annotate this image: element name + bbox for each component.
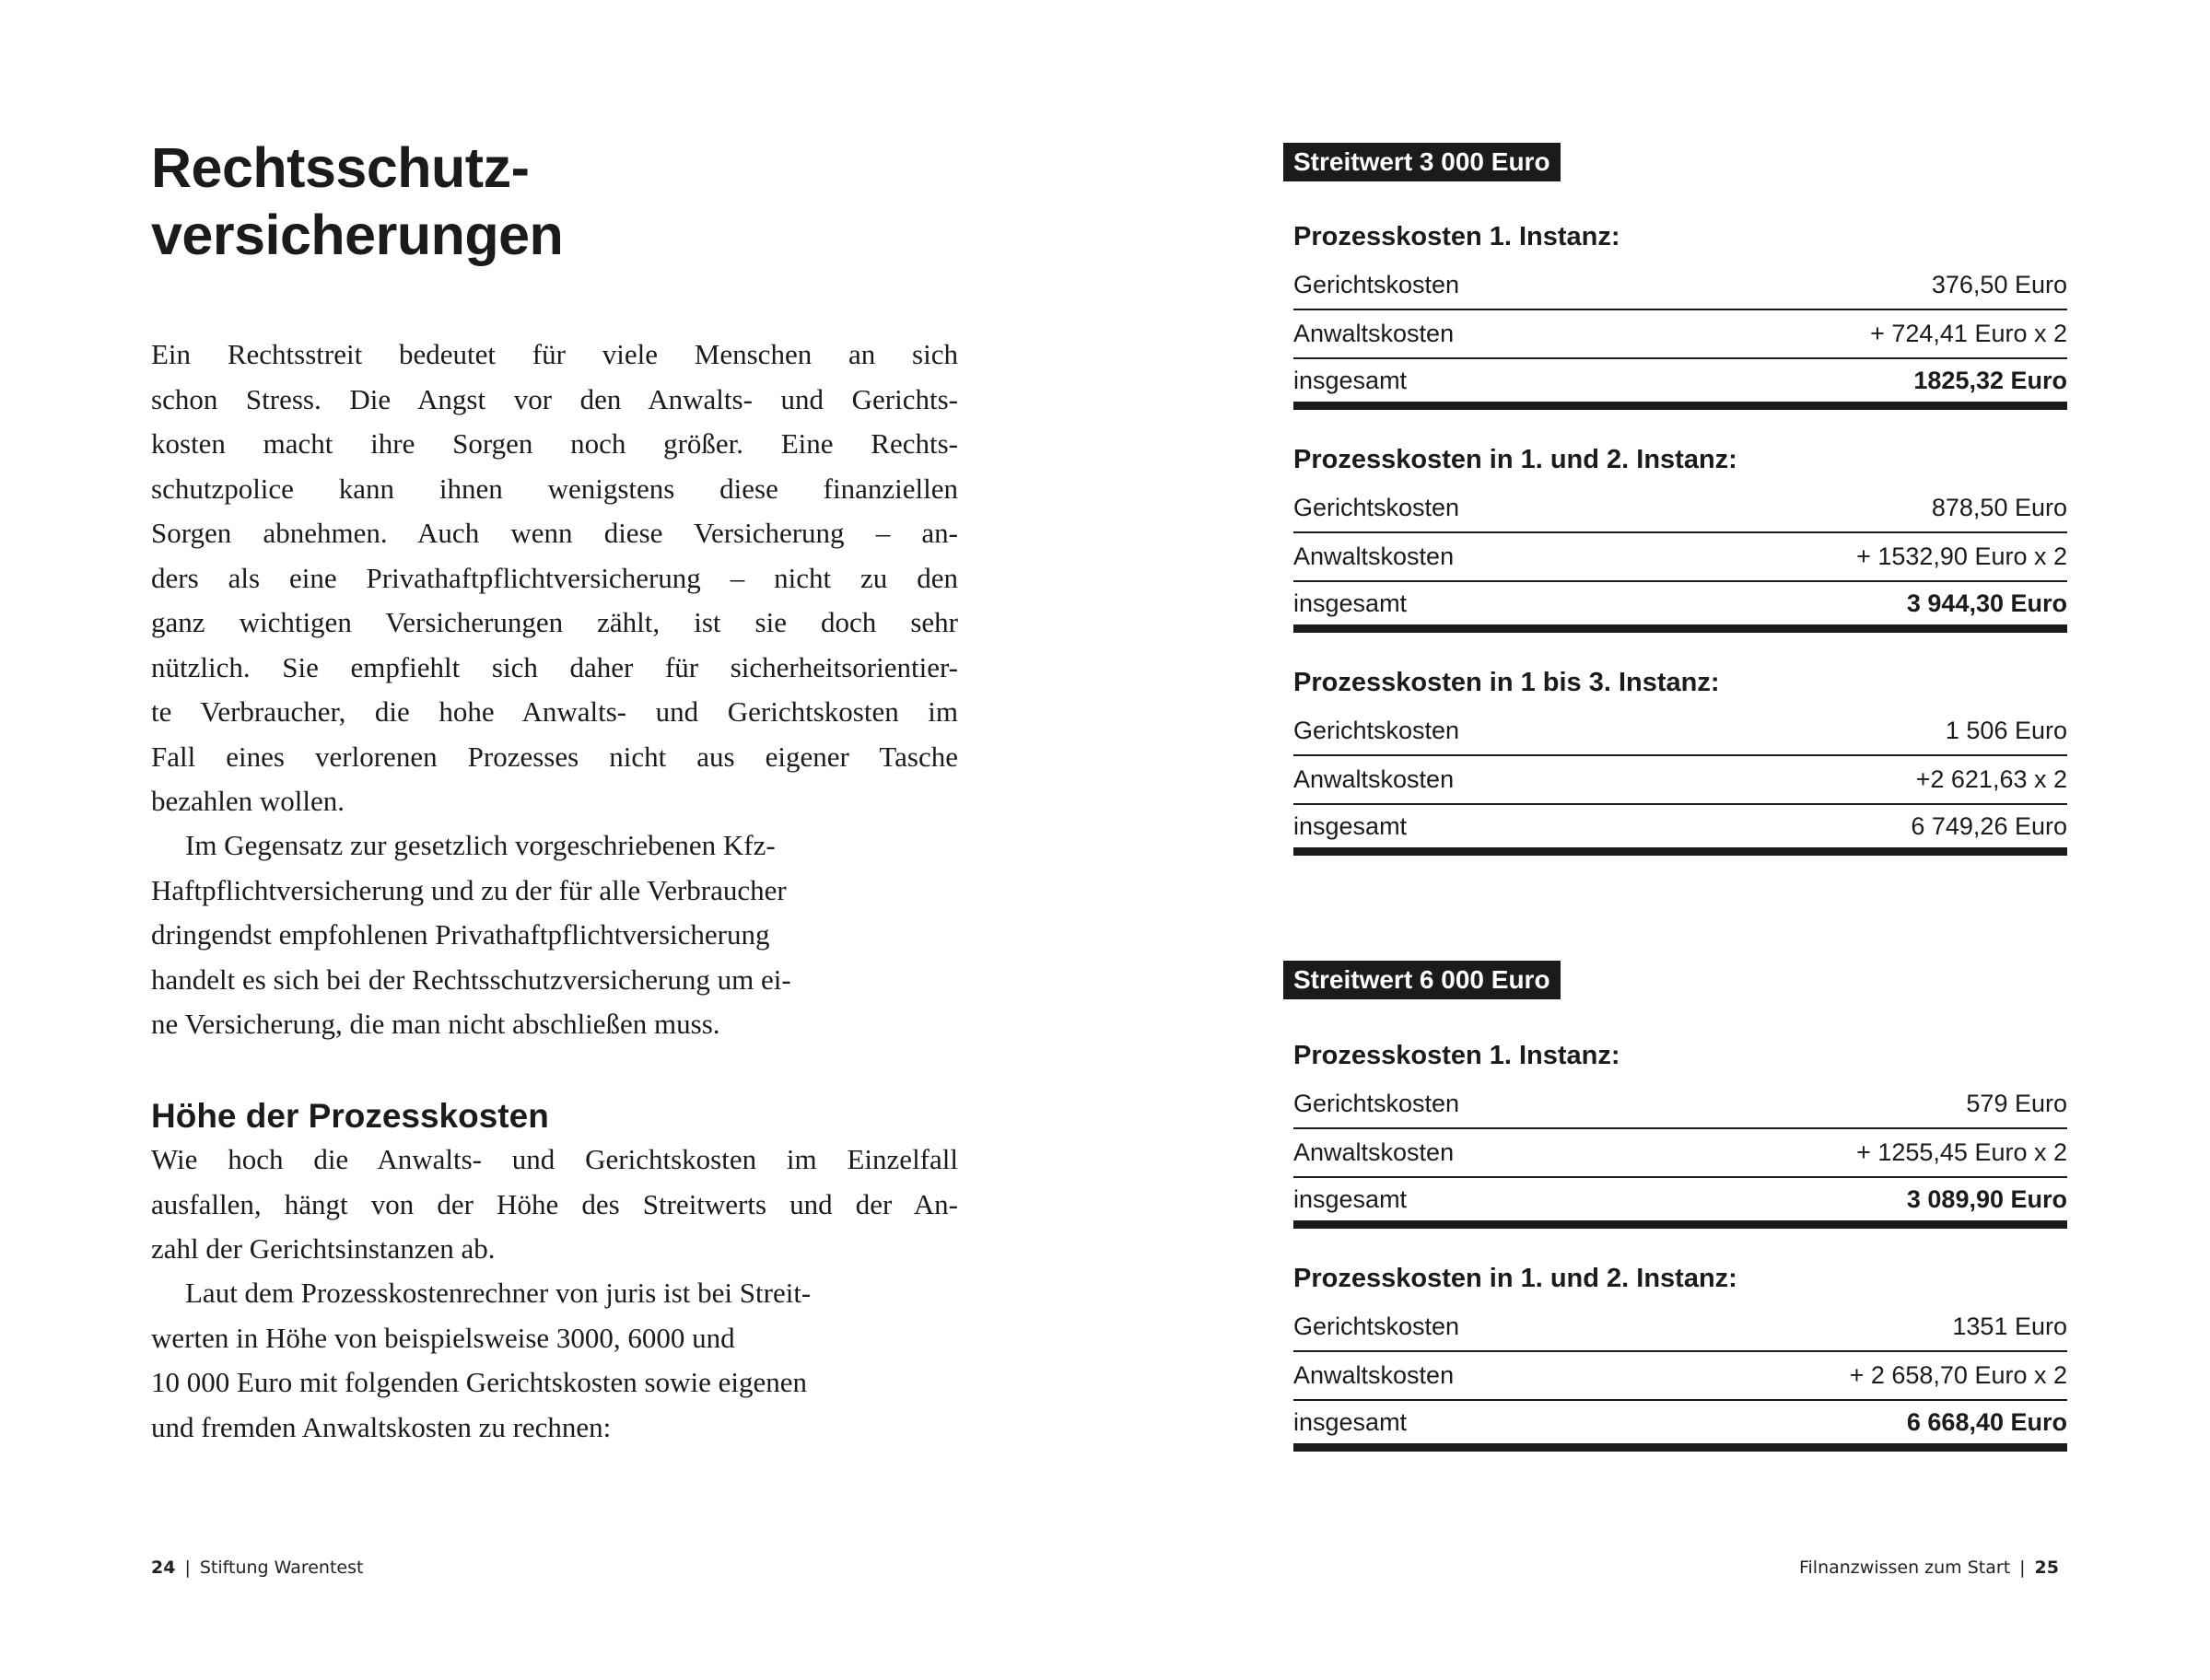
cost-section-heading: Prozesskosten in 1. und 2. Instanz: (1293, 1264, 1737, 1293)
table-row-total (1293, 359, 2067, 410)
table-row (1293, 707, 2067, 756)
page-number: 24 (151, 1558, 176, 1578)
row-label: Anwaltskosten (1293, 542, 1455, 570)
paragraph-costs (151, 1138, 958, 1272)
text-line: Ein Rechtsstreit bedeutet für viele Menschen an sich (151, 338, 958, 370)
row-value: + 724,41 Euro x 2 (1870, 320, 2067, 347)
row-label: Gerichtskosten (1293, 271, 1460, 298)
cost-table-3000 (1293, 213, 2067, 881)
publisher-label: Stiftung Warentest (199, 1558, 364, 1578)
text-line: Haftpflichtversicherung und zu der für alle Verbraucher (151, 873, 787, 906)
footer-left (151, 1555, 363, 1581)
section-heading: Höhe der Prozesskosten (151, 1097, 549, 1135)
row-label: Anwaltskosten (1293, 765, 1455, 793)
row-label: Gerichtskosten (1293, 1312, 1460, 1340)
text-line: ne Versicherung, die man nicht abschließen muss. (151, 1008, 720, 1040)
text-line: Sorgen abnehmen. Auch wenn diese Versicherung – an- (151, 517, 958, 549)
row-value: 1351 Euro (1952, 1312, 2067, 1340)
cost-section (1293, 1032, 2067, 1229)
row-label: insgesamt (1293, 1407, 1408, 1436)
row-label: Anwaltskosten (1293, 320, 1455, 347)
table-row (1293, 1352, 2067, 1401)
row-value-total: 3 089,90 Euro (1906, 1184, 2067, 1213)
table-row (1293, 756, 2067, 805)
row-value: +2 621,63 x 2 (1915, 765, 2067, 793)
cost-section-heading: Prozesskosten 1. Instanz: (1293, 1041, 1620, 1070)
row-value-total: 3 944,30 Euro (1906, 589, 2067, 617)
row-value: 376,50 Euro (1931, 271, 2067, 298)
cost-section (1293, 436, 2067, 633)
table-row-total (1293, 582, 2067, 633)
row-value-total: 6 668,40 Euro (1906, 1407, 2067, 1436)
text-line: Wie hoch die Anwalts- und Gerichtskosten im Einzelfall (151, 1143, 958, 1175)
title-line: versicherungen (151, 204, 564, 266)
text-line: werten in Höhe von beispielsweise 3000, 6000 und (151, 1321, 735, 1354)
row-value-total: 1825,32 Euro (1913, 366, 2067, 394)
row-label: Gerichtskosten (1293, 1090, 1460, 1117)
text-line: kosten macht ihre Sorgen noch größer. Eine Rechts- (151, 427, 958, 460)
text-line: te Verbraucher, die hohe Anwalts- und Gerichtskosten im (151, 695, 958, 728)
row-value: + 1532,90 Euro x 2 (1856, 542, 2067, 570)
cost-section-heading: Prozesskosten in 1 bis 3. Instanz: (1293, 668, 1720, 697)
table-row (1293, 484, 2067, 533)
cost-table-6000 (1293, 1032, 2067, 1477)
row-label: insgesamt (1293, 1184, 1408, 1213)
text-line: schon Stress. Die Angst vor den Anwalts- und Gerichts- (151, 382, 958, 415)
text-line: ausfallen, hängt von der Höhe des Streitwerts und der An- (151, 1187, 958, 1220)
table-row-total (1293, 1178, 2067, 1229)
cost-section-heading: Prozesskosten in 1. und 2. Instanz: (1293, 445, 1737, 474)
row-label: Anwaltskosten (1293, 1361, 1455, 1389)
paragraph-comparison (151, 823, 958, 1047)
row-label: Gerichtskosten (1293, 717, 1460, 744)
paragraph-juris (151, 1271, 958, 1450)
table-row (1293, 1129, 2067, 1178)
row-label: Gerichtskosten (1293, 494, 1460, 521)
text-line: schutzpolice kann ihnen wenigstens diese finanziellen (151, 472, 958, 505)
footer-separator: | (184, 1558, 191, 1578)
paragraph-intro (151, 332, 958, 824)
page-number: 25 (2034, 1558, 2059, 1578)
book-section-label: Filnanzwissen zum Start (1798, 1558, 2011, 1578)
footer-right (1799, 1555, 2059, 1581)
table-row (1293, 310, 2067, 359)
streitwert-badge: Streitwert 3 000 Euro (1283, 143, 1561, 181)
table-row-total (1293, 1401, 2067, 1452)
row-label: Anwaltskosten (1293, 1138, 1455, 1166)
footer-separator: | (2019, 1558, 2026, 1578)
text-line: ders als eine Privathaftpflichtversicherung – nicht zu den (151, 561, 958, 594)
streitwert-badge: Streitwert 6 000 Euro (1283, 961, 1561, 999)
table-row (1293, 1303, 2067, 1352)
text-line: 10 000 Euro mit folgenden Gerichtskosten sowie eigenen (151, 1366, 807, 1398)
table-row-total (1293, 805, 2067, 856)
row-label: insgesamt (1293, 589, 1408, 617)
table-row (1293, 262, 2067, 310)
page-title (151, 134, 563, 269)
text-line: Fall eines verlorenen Prozesses nicht aus eigener Tasche (151, 740, 958, 773)
row-value: 1 506 Euro (1945, 717, 2067, 744)
text-line: und fremden Anwaltskosten zu rechnen: (151, 1410, 612, 1443)
row-value: + 1255,45 Euro x 2 (1856, 1138, 2067, 1166)
cost-section-heading: Prozesskosten 1. Instanz: (1293, 222, 1620, 251)
row-value: + 2 658,70 Euro x 2 (1849, 1361, 2067, 1389)
title-line: Rechtsschutz- (151, 136, 530, 199)
text-line: handelt es sich bei der Rechtsschutzversicherung um ei- (151, 962, 791, 996)
text-line: zahl der Gerichtsinstanzen ab. (151, 1232, 496, 1265)
text-line: Im Gegensatz zur gesetzlich vorgeschriebenen Kfz- (185, 829, 776, 861)
text-line: bezahlen wollen. (151, 785, 345, 817)
table-row (1293, 533, 2067, 582)
row-label: insgesamt (1293, 811, 1408, 840)
text-line: dringendst empfohlenen Privathaftpflichtversicherung (151, 918, 770, 951)
table-row (1293, 1080, 2067, 1129)
row-value-total: 6 749,26 Euro (1911, 811, 2067, 840)
cost-section (1293, 1254, 2067, 1452)
text-line: ganz wichtigen Versicherungen zählt, ist sie doch sehr (151, 606, 958, 638)
text-line: Laut dem Prozesskostenrechner von juris ist bei Streit- (185, 1277, 812, 1309)
text-line: nützlich. Sie empfiehlt sich daher für sicherheitsorientier- (151, 650, 958, 683)
row-value: 878,50 Euro (1931, 494, 2067, 521)
cost-section (1293, 213, 2067, 410)
cost-section (1293, 659, 2067, 856)
row-label: insgesamt (1293, 366, 1408, 394)
row-value: 579 Euro (1966, 1090, 2067, 1117)
